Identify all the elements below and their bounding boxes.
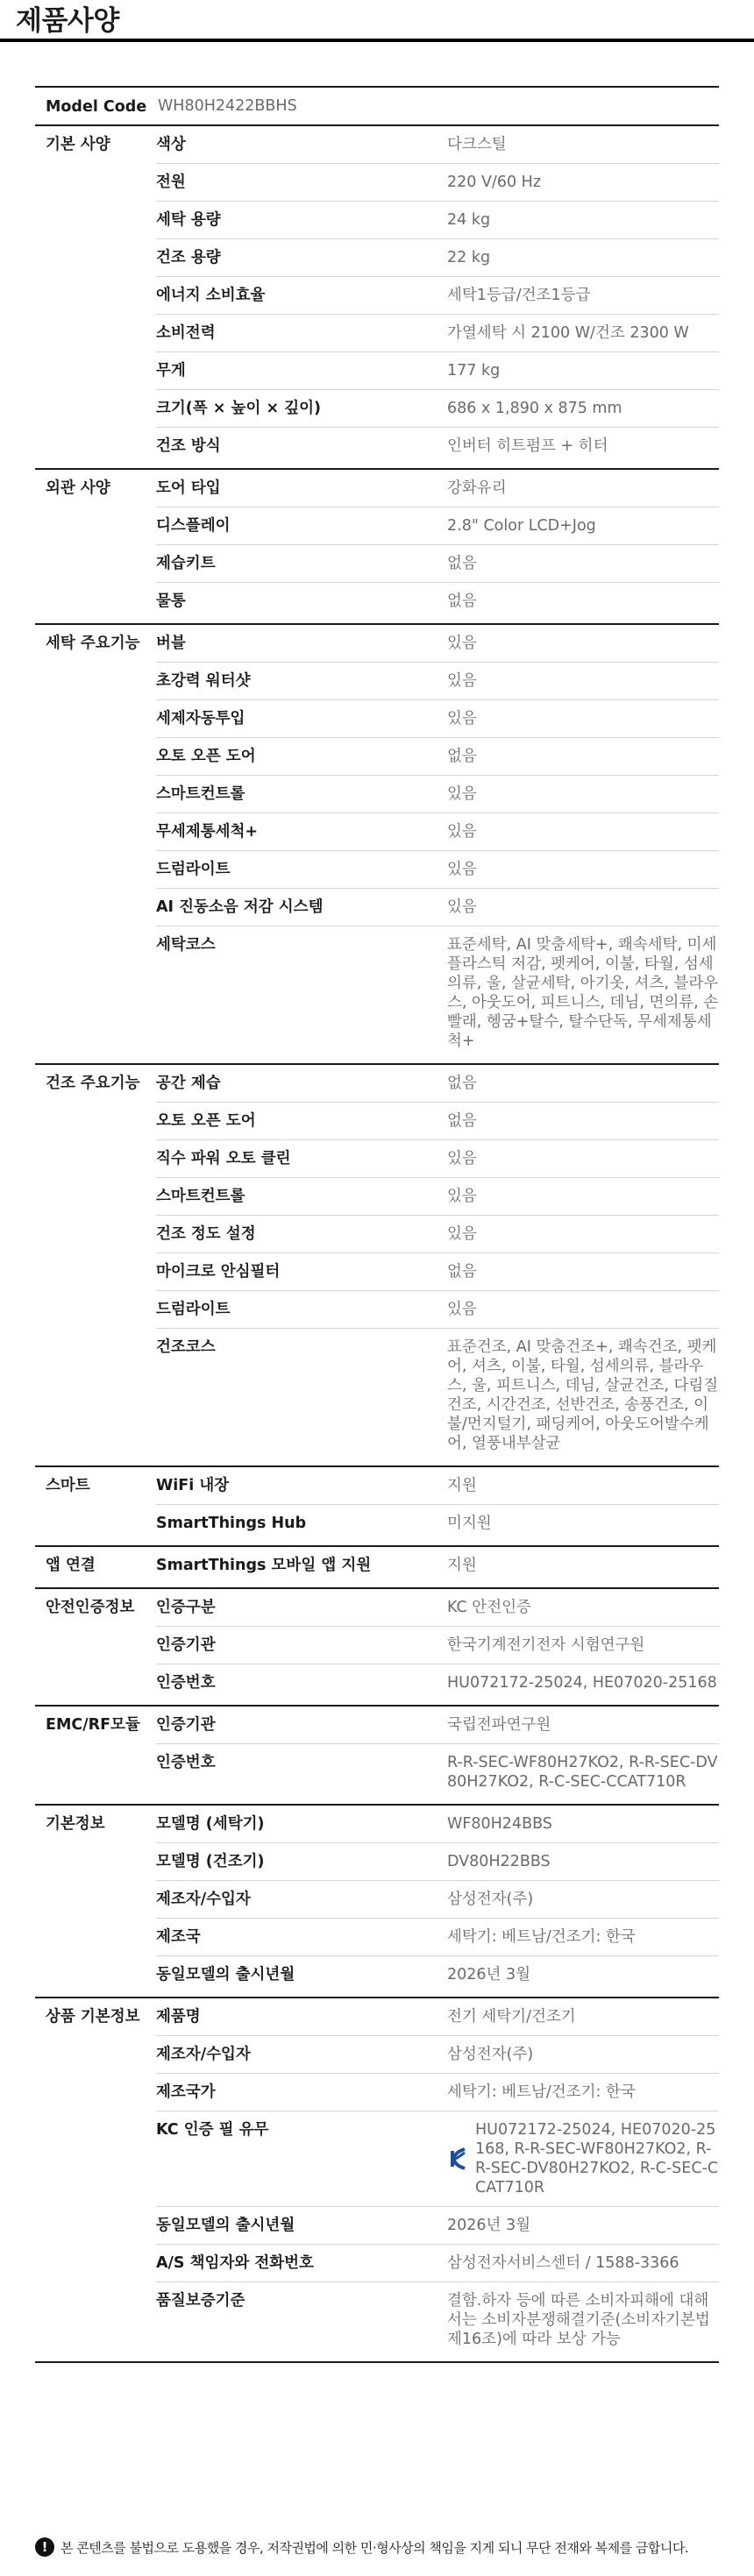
spec-row [156, 201, 719, 238]
spec-value: 177 kg [445, 351, 719, 389]
spec-row [156, 1842, 719, 1880]
spec-key: 스마트컨트롤 [156, 1177, 445, 1215]
spec-row [156, 1253, 719, 1290]
spec-row [156, 1504, 719, 1542]
spec-key: 건조 방식 [156, 427, 445, 465]
spec-key: 도어 타입 [156, 479, 221, 497]
spec-row [156, 888, 719, 926]
spec-key: 제품명 [156, 2008, 201, 2026]
spec-section [35, 1063, 719, 1465]
model-code-row [156, 88, 719, 124]
spec-section [35, 1997, 719, 2363]
model-code-value: WH80H2422BBHS [158, 97, 297, 115]
spec-value: 가열세탁 시 2100 W/건조 2300 W [445, 314, 719, 351]
spec-value: 2026년 3월 [445, 1955, 719, 1993]
spec-key: 오토 오픈 도어 [156, 1102, 445, 1139]
spec-row [156, 1998, 719, 2035]
spec-key: 건조 용량 [156, 238, 445, 276]
spec-value: 있음 [445, 699, 719, 737]
spec-value: KC 안전인증 [447, 1599, 531, 1616]
spec-key: 드럼라이트 [156, 1290, 445, 1328]
spec-value-kc [445, 2111, 719, 2206]
spec-value: 세탁1등급/건조1등급 [445, 276, 719, 314]
spec-key: 제조국가 [156, 2073, 445, 2111]
spec-row [156, 1743, 719, 1800]
spec-row [156, 314, 719, 351]
spec-value: 없음 [445, 582, 719, 620]
spec-key: 인증기관 [156, 1716, 216, 1734]
copyright-notice [35, 2534, 719, 2560]
spec-key: 디스플레이 [156, 507, 445, 544]
spec-row [156, 775, 719, 813]
spec-value: 있음 [445, 888, 719, 926]
spec-key: 인증구분 [156, 1599, 216, 1616]
spec-value: 한국기계전기전자 시험연구원 [445, 1626, 719, 1664]
spec-row [156, 351, 719, 389]
spec-row [156, 2281, 719, 2358]
kc-mark-icon [447, 2146, 470, 2172]
spec-value: 표준건조, AI 맞춤건조+, 쾌속건조, 펫케어, 셔츠, 이불, 타월, 섬세의류, 블라우스, 울, 피트니스, 데님, 살균건조, 다림질건조, 시간건조, 선반건조, 송풍건조, 이불/먼지털기, 패딩케어, 아웃도어발수케어, 열풍내부살균 [445, 1328, 719, 1462]
spec-value: DV80H22BBS [445, 1842, 719, 1880]
spec-row [156, 470, 719, 507]
section-category: 기본정보 [46, 1815, 105, 1833]
spec-key: 직수 파워 오토 클린 [156, 1139, 445, 1177]
spec-row [156, 1139, 719, 1177]
spec-value: 삼성전자(주) [445, 1880, 719, 1918]
spec-value: 다크스틸 [447, 136, 507, 153]
spec-key: 제조국 [156, 1918, 445, 1955]
spec-row [156, 1177, 719, 1215]
spec-key: AI 진동소음 저감 시스템 [156, 888, 445, 926]
section-category: 안전인증정보 [46, 1599, 135, 1616]
spec-key: SmartThings Hub [156, 1504, 445, 1542]
spec-value: 없음 [445, 737, 719, 775]
spec-key: 색상 [156, 136, 186, 153]
spec-row [156, 2206, 719, 2244]
section-category: EMC/RF모듈 [46, 1716, 140, 1734]
section-category: 상품 기본정보 [46, 2008, 140, 2026]
spec-key: 품질보증기준 [156, 2281, 445, 2358]
spec-row [156, 2111, 719, 2206]
spec-key: 세탁코스 [156, 926, 445, 1060]
spec-value: 있음 [445, 1290, 719, 1328]
spec-key: 에너지 소비효율 [156, 276, 445, 314]
spec-key: 공간 제습 [156, 1075, 221, 1092]
spec-key: WiFi 내장 [156, 1477, 230, 1494]
spec-key: 세탁 용량 [156, 201, 445, 238]
spec-value: 있음 [445, 662, 719, 699]
spec-key: 인증번호 [156, 1743, 445, 1800]
spec-row [156, 582, 719, 620]
spec-value: 있음 [445, 850, 719, 888]
spec-section [35, 1465, 719, 1545]
spec-value: WF80H24BBS [447, 1815, 552, 1833]
spec-value: 있음 [447, 635, 477, 652]
spec-key: 무세제통세척+ [156, 813, 445, 850]
spec-row [156, 507, 719, 544]
spec-value: 220 V/60 Hz [445, 163, 719, 201]
spec-key: 건조 정도 설정 [156, 1215, 445, 1253]
section-category: 앱 연결 [46, 1557, 96, 1574]
spec-key: 모델명 (세탁기) [156, 1815, 265, 1833]
spec-row [156, 1806, 719, 1842]
spec-row [156, 1547, 719, 1584]
spec-key: 마이크로 안심필터 [156, 1253, 445, 1290]
section-category: 기본 사양 [46, 136, 110, 153]
spec-value: 삼성전자(주) [445, 2035, 719, 2073]
spec-key: 초강력 워터샷 [156, 662, 445, 699]
section-category: 외관 사양 [46, 479, 110, 497]
page-title: 제품사양 [16, 5, 119, 37]
title-bar [0, 0, 754, 42]
spec-row [156, 813, 719, 850]
spec-key: 드럼라이트 [156, 850, 445, 888]
spec-key: 소비전력 [156, 314, 445, 351]
spec-value: 국립전파연구원 [447, 1716, 551, 1734]
spec-key: SmartThings 모바일 앱 지원 [156, 1557, 372, 1574]
spec-row [156, 2035, 719, 2073]
spec-value: 있음 [445, 1177, 719, 1215]
spec-row [156, 1102, 719, 1139]
spec-value: 없음 [445, 544, 719, 582]
spec-key: 건조코스 [156, 1328, 445, 1462]
spec-row [156, 1626, 719, 1664]
spec-value: 결함.하자 등에 따른 소비자피해에 대해서는 소비자분쟁해결기준(소비자기본법 제16조)에 따라 보상 가능 [445, 2281, 719, 2358]
spec-row [156, 238, 719, 276]
spec-value: 없음 [445, 1102, 719, 1139]
spec-key: 제조자/수입자 [156, 1880, 445, 1918]
spec-key: 크기(폭 × 높이 × 깊이) [156, 389, 445, 427]
spec-key: 무게 [156, 351, 445, 389]
spec-value: 있음 [445, 813, 719, 850]
spec-key: 동일모델의 출시년월 [156, 1955, 445, 1993]
spec-row [156, 1290, 719, 1328]
spec-row [156, 1918, 719, 1955]
spec-row [156, 2244, 719, 2281]
spec-row [156, 276, 719, 314]
spec-section [35, 1545, 719, 1587]
spec-row [156, 699, 719, 737]
section-category: 건조 주요기능 [46, 1075, 140, 1092]
copyright-text: 본 콘텐츠를 불법으로 도용했을 경우, 저작권법에 의한 민·형사상의 책임을 지게 되니 무단 전재와 복제를 금합니다. [60, 2539, 689, 2556]
spec-row [156, 427, 719, 465]
spec-section [35, 124, 719, 468]
spec-value: 있음 [445, 1139, 719, 1177]
spec-row [156, 1215, 719, 1253]
spec-row [156, 1955, 719, 1993]
spec-value: 24 kg [445, 201, 719, 238]
spec-key: 물통 [156, 582, 445, 620]
spec-section [35, 1705, 719, 1804]
spec-row [156, 662, 719, 699]
spec-row [156, 1065, 719, 1102]
spec-key: 제조자/수입자 [156, 2035, 445, 2073]
spec-value: 세탁기: 베트남/건조기: 한국 [445, 2073, 719, 2111]
exclamation-icon: ! [35, 2537, 54, 2557]
spec-value: 표준세탁, AI 맞춤세탁+, 쾌속세탁, 미세플라스틱 저감, 펫케어, 이불, 타월, 섬세의류, 울, 살균세탁, 아기옷, 셔츠, 블라우스, 아웃도어, 피트니스, 데님, 면의류, 손빨래, 헹굼+탈수, 탈수단독, 무세제통세척+ [445, 926, 719, 1060]
spec-row [156, 1589, 719, 1626]
spec-key: 제습키트 [156, 544, 445, 582]
spec-value: 없음 [445, 1253, 719, 1290]
spec-key: 스마트컨트롤 [156, 775, 445, 813]
spec-value: 없음 [447, 1075, 477, 1092]
spec-value: R-R-SEC-WF80H27KO2, R-R-SEC-DV80H27KO2, R-C-SEC-CCAT710R [445, 1743, 719, 1800]
spec-section [35, 468, 719, 623]
spec-value: 전기 세탁기/건조기 [447, 2008, 576, 2026]
spec-key: 동일모델의 출시년월 [156, 2206, 445, 2244]
spec-row [156, 1664, 719, 1701]
section-category: 스마트 [46, 1477, 90, 1494]
spec-value: 강화유리 [447, 479, 507, 497]
spec-row [156, 126, 719, 163]
spec-row [156, 1467, 719, 1504]
spec-value: 지원 [447, 1557, 477, 1574]
spec-value: 세탁기: 베트남/건조기: 한국 [445, 1918, 719, 1955]
spec-key: KC 인증 필 유무 [156, 2111, 445, 2206]
spec-section [35, 1587, 719, 1705]
spec-row [156, 1880, 719, 1918]
spec-row [156, 2073, 719, 2111]
spec-key: 인증번호 [156, 1664, 445, 1701]
spec-key: A/S 책임자와 전화번호 [156, 2244, 445, 2281]
spec-value: HU072172-25024, HE07020-25168, R-R-SEC-WF80H27KO2, R-R-SEC-DV80H27KO2, R-C-SEC-CCAT710R [475, 2121, 719, 2196]
spec-value: 인버터 히트펌프 + 히터 [445, 427, 719, 465]
spec-row [156, 389, 719, 427]
spec-key: 버블 [156, 635, 186, 652]
spec-value: HU072172-25024, HE07020-25168 [445, 1664, 719, 1701]
spec-value: 있음 [445, 1215, 719, 1253]
spec-value: 2.8" Color LCD+Jog [445, 507, 719, 544]
spec-key: 전원 [156, 163, 445, 201]
spec-value: 미지원 [445, 1504, 719, 1542]
section-category: 세탁 주요기능 [46, 635, 140, 652]
spec-value: 삼성전자서비스센터 / 1588-3366 [445, 2244, 719, 2281]
spec-row [156, 737, 719, 775]
spec-row [156, 1328, 719, 1462]
spec-row [156, 926, 719, 1060]
spec-table [35, 86, 719, 2363]
spec-value: 있음 [445, 775, 719, 813]
spec-key: 인증기관 [156, 1626, 445, 1664]
spec-row [156, 544, 719, 582]
model-code-label: Model Code [46, 98, 147, 116]
spec-row [156, 625, 719, 662]
spec-row [156, 163, 719, 201]
spec-key: 오토 오픈 도어 [156, 737, 445, 775]
spec-value: 686 x 1,890 x 875 mm [445, 389, 719, 427]
spec-value: 지원 [447, 1477, 477, 1494]
spec-key: 모델명 (건조기) [156, 1842, 445, 1880]
spec-key: 세제자동투입 [156, 699, 445, 737]
spec-row [156, 1707, 719, 1743]
model-code-section [35, 86, 719, 124]
spec-section [35, 623, 719, 1063]
spec-row [156, 850, 719, 888]
spec-section [35, 1804, 719, 1997]
spec-value: 2026년 3월 [445, 2206, 719, 2244]
spec-value: 22 kg [445, 238, 719, 276]
